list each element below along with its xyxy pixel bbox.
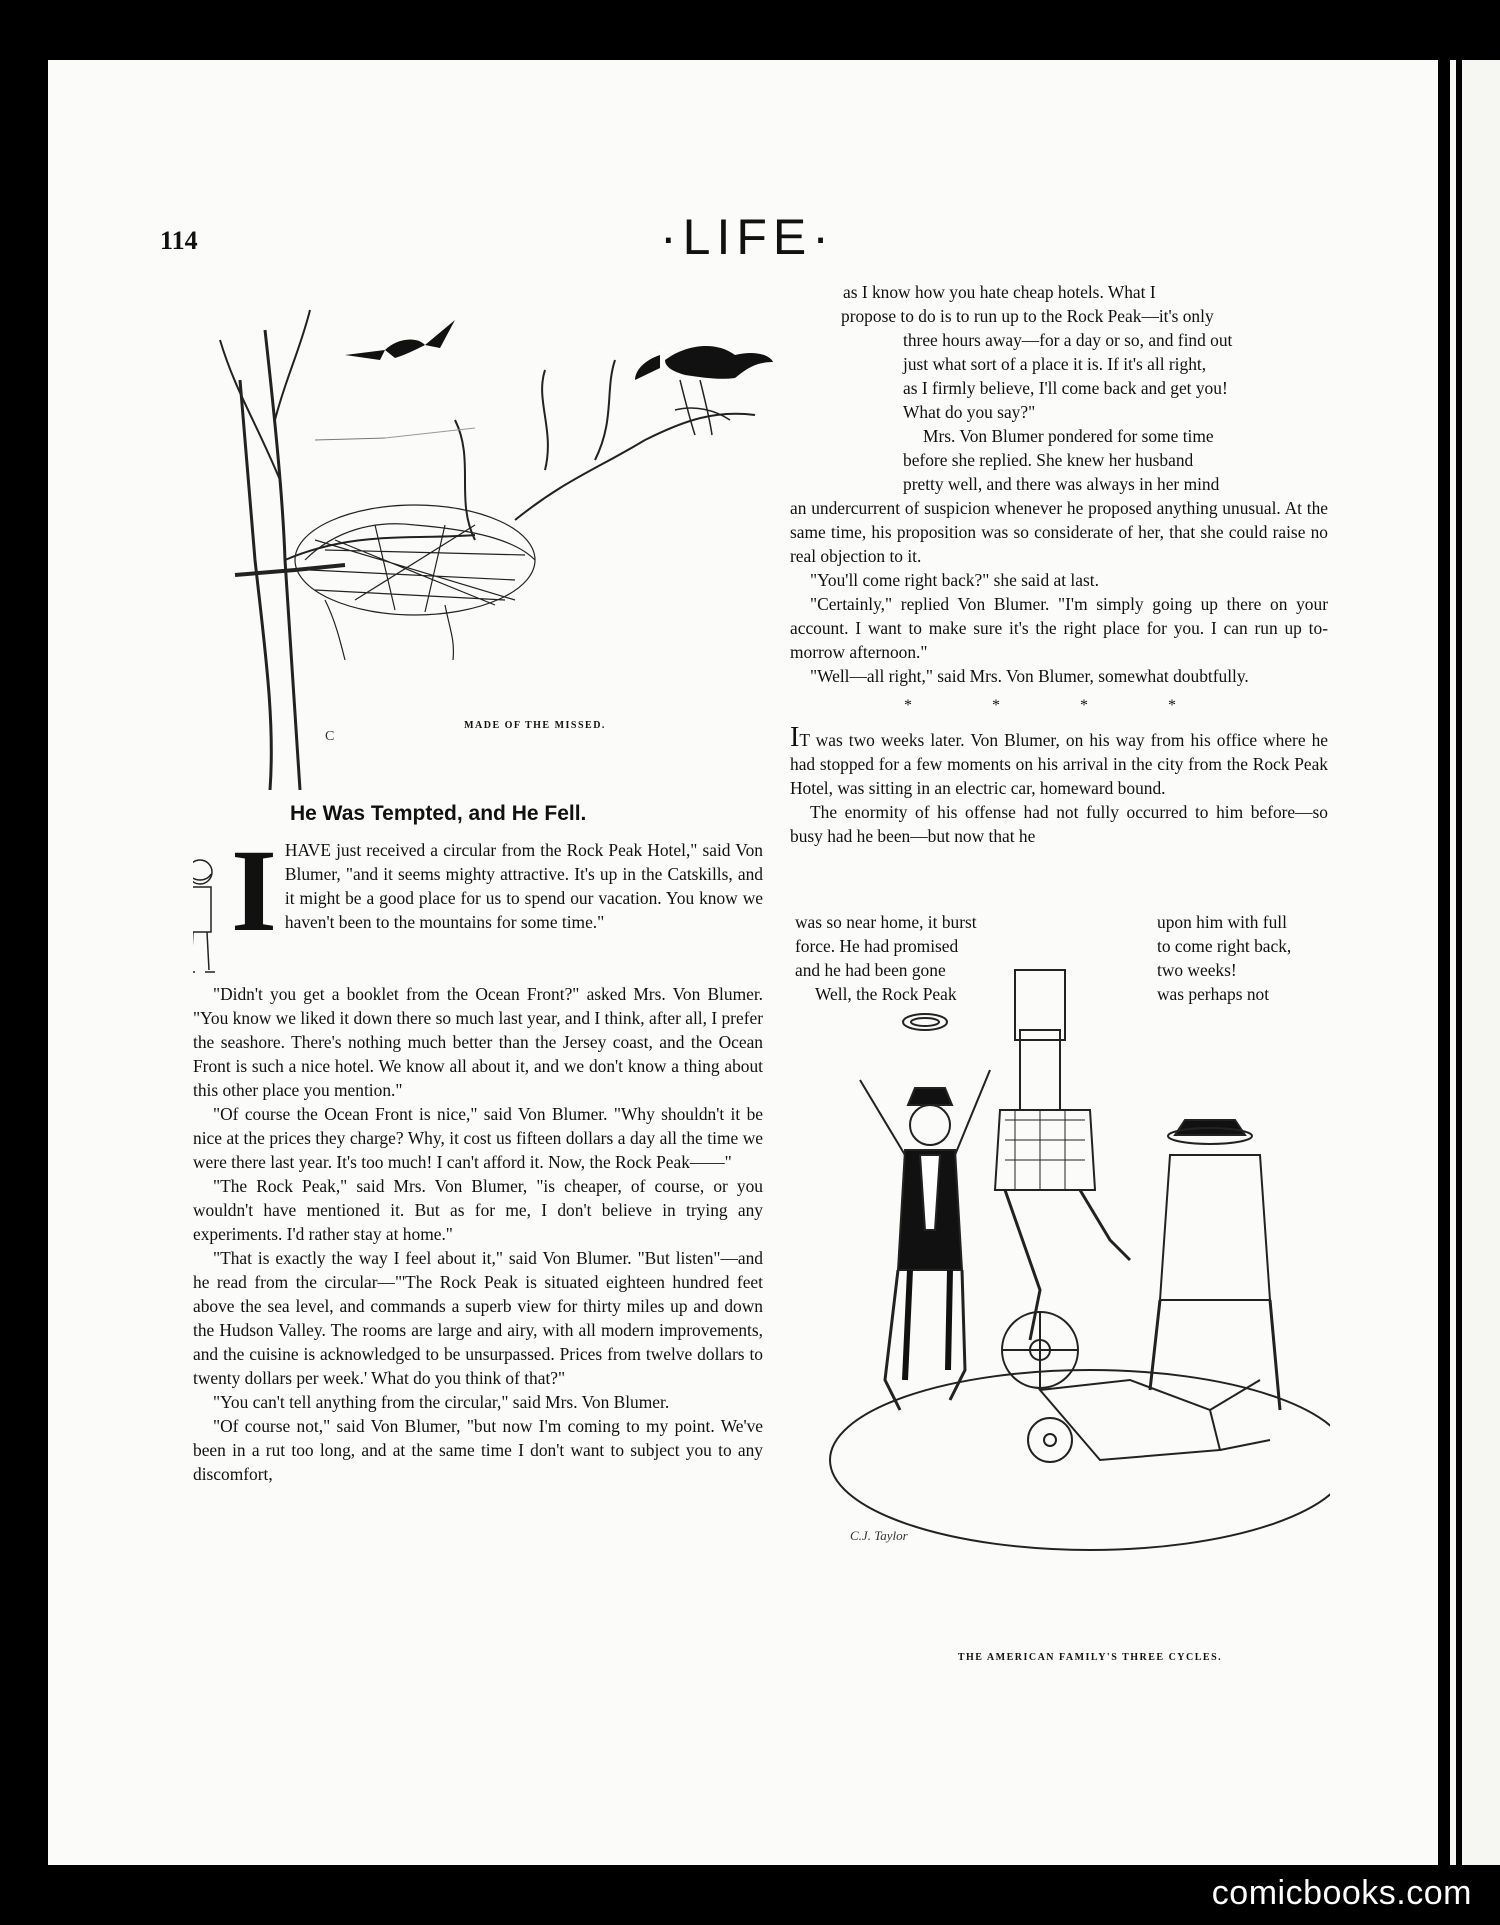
text-line: upon him with full bbox=[1157, 912, 1287, 932]
text-line: two weeks! bbox=[1157, 960, 1237, 980]
story-paragraph: "You'll come right back?" she said at last. bbox=[810, 570, 1099, 590]
story-paragraph: an undercurrent of suspicion whenever he proposed anything unusual. At the same time, his proposition was so considerate of her, that she could raise no real objection to it. bbox=[790, 498, 1328, 566]
scan-border-top bbox=[0, 0, 1500, 60]
story-dropcap: I bbox=[231, 838, 277, 956]
page-number: 114 bbox=[160, 226, 198, 255]
nest-caption: MADE OF THE MISSED. bbox=[464, 720, 606, 731]
text-line: as I know how you hate cheap hotels. What I bbox=[843, 282, 1156, 302]
story-paragraph: "The Rock Peak," said Mrs. Von Blumer, "is cheaper, of course, or you wouldn't have mentioned it. But as for me, I don't believe in trying any experiments. I'd rather stay at home." bbox=[193, 1176, 763, 1244]
part2-text: T was two weeks later. Von Blumer, on his way from his office where he had stopped for a few moments on his arrival in the city from the Rock Peak Hotel, was sitting in an electric car, homeward bound. bbox=[790, 730, 1328, 798]
story-paragraph: "You can't tell anything from the circular," said Mrs. Von Blumer. bbox=[213, 1392, 670, 1412]
right-column-top bbox=[843, 280, 1333, 496]
story-paragraph bbox=[790, 722, 1328, 800]
text-line: just what sort of a place it is. If it's all right, bbox=[903, 354, 1207, 374]
svg-text:C: C bbox=[325, 729, 335, 744]
cycles-illustration bbox=[790, 940, 1330, 1580]
right-column bbox=[790, 496, 1328, 848]
text-line: to come right back, bbox=[1157, 936, 1292, 956]
story-paragraph: HAVE just received a circular from the Rock Peak Hotel," said Von Blumer, "and it seems mighty attractive. It's up in the Catskills, and it might be a good place for us to spend our vacation. You know we haven't been to the mountains for some time." bbox=[284, 840, 763, 932]
text-line: Well, the Rock Peak bbox=[815, 984, 957, 1004]
nest-illustration bbox=[215, 300, 775, 790]
next-page-edge bbox=[1450, 60, 1500, 1865]
text-line: was perhaps not bbox=[1157, 984, 1270, 1004]
text-line: three hours away—for a day or so, and find out bbox=[903, 330, 1233, 350]
text-line: as I firmly believe, I'll come back and get you! bbox=[903, 378, 1228, 398]
story-paragraph: "Of course not," said Von Blumer, "but now I'm coming to my point. We've been in a rut too long, and at the same time I don't want to subject you to any discomfort, bbox=[193, 1416, 763, 1484]
text-line: before she replied. She knew her husband bbox=[903, 450, 1194, 470]
text-line: What do you say?" bbox=[903, 402, 1036, 422]
story-paragraph: The enormity of his offense had not fully occurred to him before—so busy had he been—but now that he bbox=[790, 802, 1328, 846]
text-line: propose to do is to run up to the Rock Peak—it's only bbox=[841, 306, 1214, 326]
text-line: pretty well, and there was always in her mind bbox=[903, 474, 1220, 494]
child-figure-icon bbox=[193, 852, 225, 982]
watermark-text: comicbooks.com bbox=[1211, 1874, 1472, 1912]
story-headline: He Was Tempted, and He Fell. bbox=[290, 802, 587, 825]
lead-block bbox=[193, 838, 763, 982]
text-line: and he had been gone bbox=[795, 960, 946, 980]
text-line: was so near home, it burst bbox=[795, 912, 977, 932]
story-paragraph: "Of course the Ocean Front is nice," said Von Blumer. "Why shouldn't it be nice at the prices they charge? Why, it cost us fifteen dollars a day all the time we were there last year. It's too much! I can't afford it. Now, the Rock Peak——" bbox=[193, 1104, 763, 1172]
story-paragraph: "Well—all right," said Mrs. Von Blumer, somewhat doubtfully. bbox=[810, 666, 1249, 686]
left-column bbox=[193, 838, 763, 1486]
section-break-stars: * * * * bbox=[904, 697, 1214, 714]
masthead-title: ·LIFE· bbox=[660, 209, 835, 265]
part2-initial: I bbox=[790, 722, 800, 753]
text-line: Mrs. Von Blumer pondered for some time bbox=[923, 426, 1214, 446]
cycles-signature: C.J. Taylor bbox=[850, 1528, 908, 1543]
text-line: force. He had promised bbox=[795, 936, 959, 956]
cycles-caption: THE AMERICAN FAMILY'S THREE CYCLES. bbox=[957, 1652, 1223, 1663]
story-paragraph: "Certainly," replied Von Blumer. "I'm simply going up there on your account. I want to make sure it's the right place for you. I can run up to-morrow afternoon." bbox=[790, 594, 1328, 662]
story-paragraph: "That is exactly the way I feel about it," said Von Blumer. "But listen"—and he read from the circular—"'The Rock Peak is situated eighteen hundred feet above the sea level, and commands a superb view for thirty miles up and down the Hudson Valley. The rooms are large and airy, with all modern improvements, and the cuisine is acknowledged to be unsurpassed. Prices from twelve dollars to twenty dollars per week.' What do you think of that?" bbox=[193, 1248, 763, 1388]
story-paragraph: "Didn't you get a booklet from the Ocean Front?" asked Mrs. Von Blumer. "You know we liked it down there so much last year, and I think, after all, I prefer the seashore. There's nothing much better than the Jersey coast, and the Ocean Front is such a nice hotel. We know all about it, and we don't know a thing about this other place you mention." bbox=[193, 984, 763, 1100]
